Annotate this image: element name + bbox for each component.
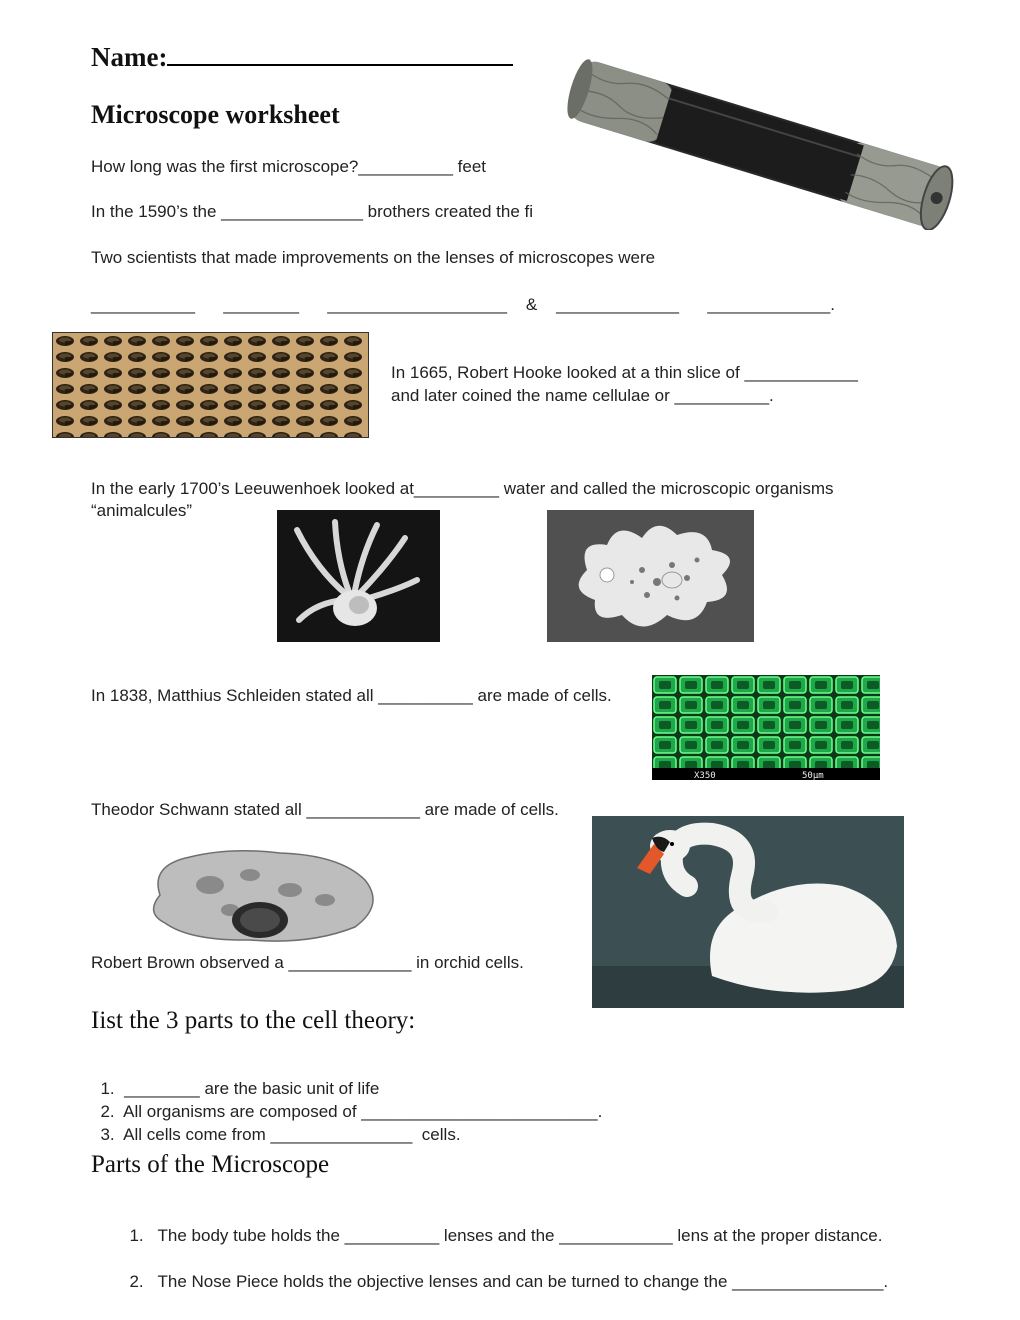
scientists-blanks-row[interactable]: ___________ ________ ___________________ & _____________ _____________. (91, 295, 835, 314)
cell-theory-blank-1[interactable]: ________ (124, 1079, 200, 1098)
name-blank[interactable] (167, 40, 513, 66)
cork-cells-image (52, 332, 369, 438)
question-schleiden: In 1838, Matthius Schleiden stated all __________ are made of cells. (91, 686, 612, 705)
hydra-micrograph-image (277, 510, 440, 642)
micrograph-scale-magnification: X350 (694, 771, 716, 780)
question-schwann: Theodor Schwann stated all ____________ are made of cells. (91, 800, 559, 819)
question-robert-brown: Robert Brown observed a _____________ in orchid cells. (91, 953, 524, 972)
cell-theory-heading: Iist the 3 parts to the cell theory: (91, 1007, 416, 1034)
microscope-parts-heading: Parts of the Microscope (91, 1151, 330, 1178)
question-leeuwenhoek-line2: “animalcules” (91, 501, 193, 520)
question-hooke-line2: and later coined the name cellulae or __________. (391, 386, 774, 405)
page-title: Microscope worksheet (91, 100, 340, 129)
question-first-microscope-length: How long was the first microscope?__________ feet (91, 157, 487, 176)
cell-theory-blank-2[interactable]: _________________________ (361, 1102, 598, 1121)
early-microscope-image (560, 55, 960, 230)
micrograph-scale-bar: 50μm (802, 771, 824, 780)
microscope-part-item-1: 1. The body tube holds the __________ lenses and the ____________ lens at the proper distance. (129, 1226, 883, 1245)
amoeba-micrograph-image (547, 510, 754, 642)
question-lens-scientists: Two scientists that made improvements on the lenses of microscopes were (91, 248, 656, 267)
cell-theory-item-3: 3. All cells come from _______________ cells. (100, 1125, 461, 1144)
microscope-part-item-2: 2. The Nose Piece holds the objective lenses and can be turned to change the ________________. (129, 1272, 889, 1291)
cell-theory-blank-3[interactable]: _______________ (270, 1125, 413, 1144)
question-leeuwenhoek-line1: In the early 1700’s Leeuwenhoek looked at_________ water and called the microscopic organisms (91, 479, 834, 498)
name-label: Name: (91, 40, 513, 73)
animal-cell-micrograph-image (140, 845, 385, 945)
cell-theory-item-2: 2. All organisms are composed of _________________________. (100, 1102, 603, 1121)
question-brothers: In the 1590’s the _______________ brothers created the fi (91, 202, 534, 221)
plant-cells-micrograph-image (652, 675, 880, 780)
swan-photo-image (592, 816, 904, 1008)
question-hooke-line1: In 1665, Robert Hooke looked at a thin slice of ____________ (391, 363, 858, 382)
cell-theory-item-1: 1. ________ are the basic unit of life (100, 1079, 380, 1098)
